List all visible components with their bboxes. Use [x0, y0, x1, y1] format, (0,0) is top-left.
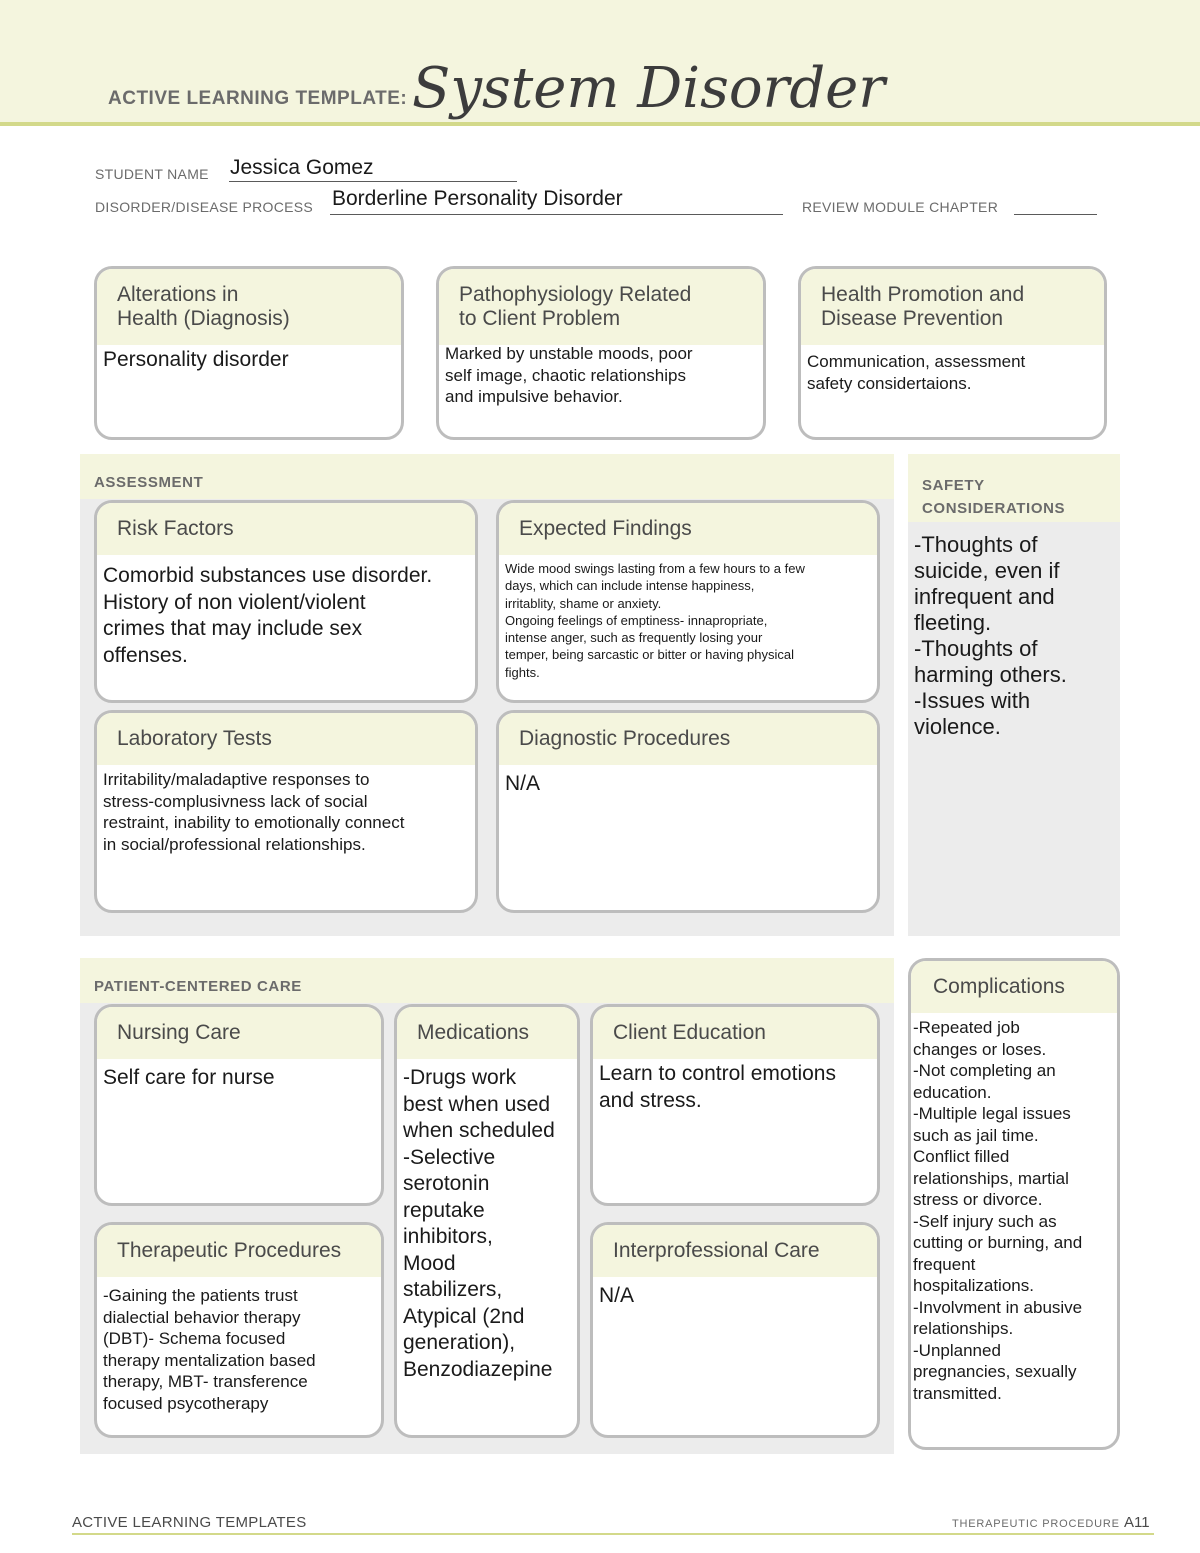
nursing-care-box: [94, 1004, 384, 1206]
risk-factors-body[interactable]: Comorbid substances use disorder. History of non violent/violent crimes that may include sex offenses.: [103, 564, 433, 667]
student-name-underline: [229, 181, 517, 182]
disorder-underline: [330, 214, 783, 215]
client-education-body[interactable]: Learn to control emotions and stress.: [599, 1062, 836, 1112]
pathophysiology-box: [436, 266, 766, 440]
medications-box: [394, 1004, 580, 1438]
student-name-label: STUDENT NAME: [95, 166, 209, 182]
health-promotion-body[interactable]: Communication, assessment safety considertaions.: [807, 352, 1026, 393]
diagnostic-procedures-title: Diagnostic Procedures: [499, 713, 877, 765]
interprofessional-care-title: Interprofessional Care: [593, 1225, 877, 1277]
medications-title: Medications: [397, 1007, 577, 1059]
therapeutic-procedures-body[interactable]: -Gaining the patients trust dialectial behavior therapy (DBT)- Schema focused therapy mentalization based therapy, MBT- transference focused psycotherapy: [103, 1286, 316, 1413]
diagnostic-procedures-body[interactable]: N/A: [505, 772, 541, 795]
nursing-care-title: Nursing Care: [97, 1007, 381, 1059]
expected-findings-box: [496, 500, 880, 703]
safety-heading: SAFETY CONSIDERATIONS: [922, 477, 1066, 517]
diagnosis-title: Alterations in Health (Diagnosis): [97, 269, 401, 345]
page-number: A11: [1124, 1514, 1150, 1531]
risk-factors-box: [94, 500, 478, 703]
footer-left-label: ACTIVE LEARNING TEMPLATES: [72, 1514, 307, 1531]
therapeutic-procedures-box: [94, 1222, 384, 1438]
interprofessional-care-body[interactable]: N/A: [599, 1284, 635, 1307]
expected-findings-body[interactable]: Wide mood swings lasting from a few hours to a few days, which can include intense happiness, irritablity, shame or anxiety. Ongoing feelings of emptiness- innapropriate, intense anger, such as frequently losing your temper, being sarcastic or bitter or having physical fights.: [505, 561, 805, 680]
footer-divider: [72, 1533, 1154, 1535]
student-name-value[interactable]: Jessica Gomez: [230, 156, 374, 179]
health-promotion-box: [798, 266, 1107, 440]
therapeutic-procedures-title: Therapeutic Procedures: [97, 1225, 381, 1277]
pathophysiology-title: Pathophysiology Related to Client Problem: [439, 269, 763, 345]
laboratory-tests-title: Laboratory Tests: [97, 713, 475, 765]
expected-findings-title: Expected Findings: [499, 503, 877, 555]
patient-care-heading: PATIENT-CENTERED CARE: [94, 978, 302, 995]
complications-title: Complications: [911, 961, 1117, 1013]
nursing-care-body[interactable]: Self care for nurse: [103, 1066, 275, 1089]
interprofessional-care-box: [590, 1222, 880, 1438]
footer-section-label: THERAPEUTIC PROCEDURE: [952, 1518, 1120, 1530]
diagnosis-box: [94, 266, 404, 440]
client-education-title: Client Education: [593, 1007, 877, 1059]
template-prefix: ACTIVE LEARNING TEMPLATE:: [108, 88, 408, 109]
header-divider: [0, 122, 1200, 126]
pathophysiology-body[interactable]: Marked by unstable moods, poor self image, chaotic relationships and impulsive behavior.: [445, 344, 693, 406]
risk-factors-title: Risk Factors: [97, 503, 475, 555]
client-education-box: [590, 1004, 880, 1206]
complications-box: [908, 958, 1120, 1450]
disorder-label: DISORDER/DISEASE PROCESS: [95, 199, 314, 215]
disorder-value[interactable]: Borderline Personality Disorder: [332, 187, 623, 210]
review-module-underline: [1014, 214, 1097, 215]
health-promotion-title: Health Promotion and Disease Prevention: [801, 269, 1104, 345]
page-title: System Disorder: [412, 56, 886, 121]
medications-body[interactable]: -Drugs work best when used when scheduled -Selective serotonin reputake inhibitors, Mood stabilizers, Atypical (2nd generation), Benzodiazepine: [403, 1066, 555, 1381]
diagnosis-body[interactable]: Personality disorder: [103, 348, 289, 371]
safety-body[interactable]: -Thoughts of suicide, even if infrequent and fleeting. -Thoughts of harming others. -Issues with violence.: [914, 532, 1067, 739]
laboratory-tests-body[interactable]: Irritability/maladaptive responses to stress-complusivness lack of social restraint, inability to emotionally connect in social/professional relationships.: [103, 770, 405, 854]
complications-body[interactable]: -Repeated job changes or loses. -Not completing an education. -Multiple legal issues such as jail time. Conflict filled relationships, martial stress or divorce. -Self injury such as cutting or burning, and frequent hospitalizations. -Involvment in abusive relationships. -Unplanned pregnancies, sexually transmitted.: [913, 1018, 1083, 1403]
diagnostic-procedures-box: [496, 710, 880, 913]
laboratory-tests-box: [94, 710, 478, 913]
assessment-heading: ASSESSMENT: [94, 474, 204, 491]
review-module-label: REVIEW MODULE CHAPTER: [802, 199, 999, 215]
